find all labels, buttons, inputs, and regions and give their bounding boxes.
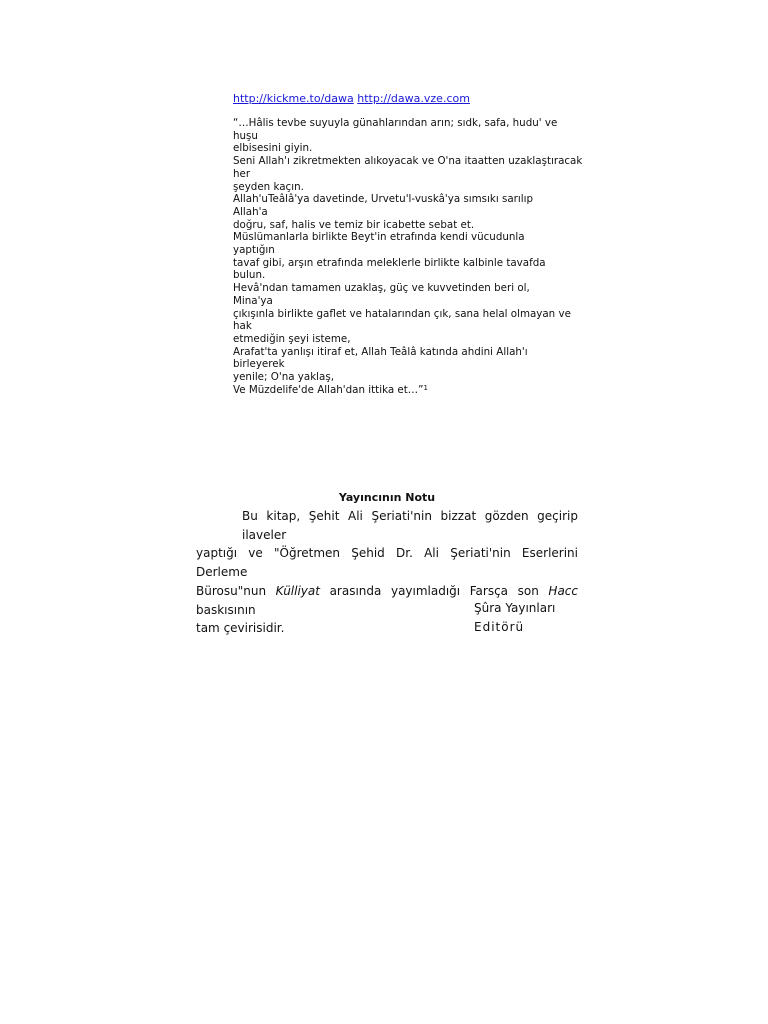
quote-line: hak	[233, 320, 252, 333]
note-text: Bürosu"nun	[196, 583, 276, 598]
note-row: tam çevirisidir.	[196, 621, 285, 636]
dawa-vze-link[interactable]: http://dawa.vze.com	[357, 92, 470, 105]
publisher-note-title: Yayıncının Notu	[338, 491, 436, 504]
quote-line: Müslümanlarla birlikte Beyt'in etrafında kendi vücudunla	[233, 231, 525, 244]
quote-line: huşu	[233, 129, 258, 142]
quote-line: tavaf gibi, arşın etrafında meleklerle birlikte kalbinle tavafda	[233, 256, 546, 269]
quote-line: Allah'uTeâlâ'ya davetinde, Urvetu'l-vuskâ'ya sımsıkı sarılıp	[233, 193, 534, 206]
quote-line: şeyden kaçın.	[233, 180, 304, 193]
quote-line: bulun.	[233, 269, 266, 282]
quote-line: doğru, saf, halis ve temiz bir icabette sebat et.	[233, 218, 475, 231]
note-row: Bu kitap, Şehit Ali Şeriati'nin bizzat gözden geçirip ilaveler	[242, 509, 578, 542]
quote-line: Seni Allah'ı zikretmekten alıkoyacak ve O'na itaatten uzaklaştıracak	[233, 155, 583, 168]
publisher-name: Şûra Yayınları	[474, 601, 556, 615]
quote-line: her	[233, 167, 251, 180]
quote-line: etmediğin şeyi isteme,	[233, 332, 351, 345]
quote-line: Allah'a	[233, 205, 268, 218]
quote-line: Hevâ'ndan tamamen uzaklaş, güç ve kuvvetinden beri ol,	[233, 282, 530, 295]
quote-line: Ve Müzdelife'de Allah'dan ittika et…”	[233, 383, 424, 396]
quote-line: “…Hâlis tevbe suyuyla günahlarından arın; sıdk, safa, hudu' ve	[233, 117, 558, 129]
note-text: baskısının	[196, 602, 256, 617]
note-row: yaptığı ve "Öğretmen Şehid Dr. Ali Şeriati'nin Eserlerini Derleme	[196, 546, 578, 580]
quote-line: elbisesini giyin.	[233, 142, 313, 155]
hacc-title: Hacc	[548, 583, 578, 598]
kulliyat-title: Külliyat	[275, 583, 320, 598]
footnote-mark: 1	[423, 383, 428, 392]
note-text: arasında yayımladığı Farsça son	[319, 583, 549, 598]
quote-line: birleyerek	[233, 358, 285, 371]
quote-line: Mina'ya	[233, 294, 273, 307]
quote-last-line	[233, 384, 583, 397]
source-links	[233, 92, 470, 106]
quote-line: Arafat'ta yanlışı itiraf et, Allah Teâlâ katında ahdini Allah'ı	[233, 345, 528, 358]
quote-line: yenile; O'na yaklaş,	[233, 371, 334, 384]
editor-label: Editörü	[474, 619, 525, 634]
quote-line: çıkışınla birlikte gaflet ve hatalarından çık, sana helal olmayan ve	[233, 307, 571, 320]
quote-line: yaptığın	[233, 244, 275, 257]
hajj-quote	[233, 117, 583, 396]
signature	[474, 599, 555, 636]
kickme-link[interactable]: http://kickme.to/dawa	[233, 92, 354, 105]
